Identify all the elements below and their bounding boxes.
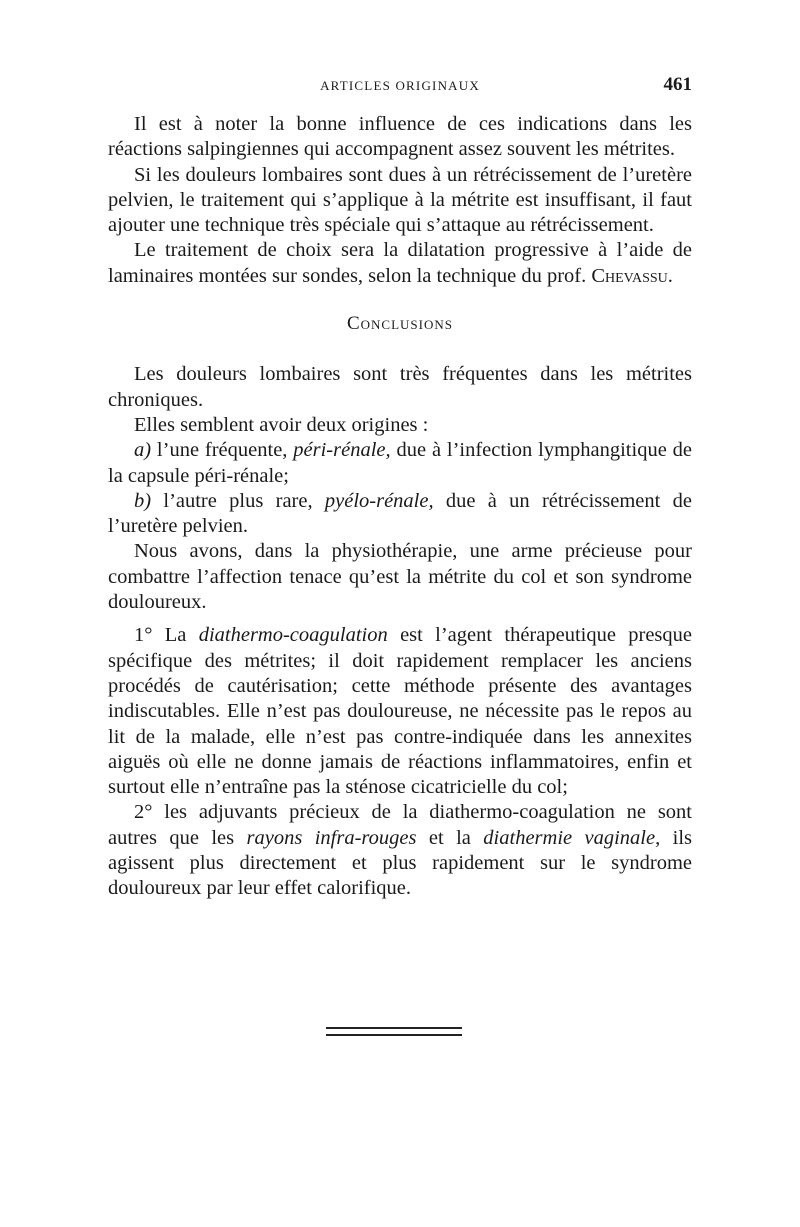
article-body [108, 112, 692, 902]
page-header [108, 76, 692, 100]
running-head: ARTICLES ORIGINAUX [320, 78, 480, 93]
page-number: 461 [663, 74, 692, 95]
emphasis: rayons infra-rouges [246, 826, 417, 849]
list-item [108, 489, 692, 540]
paragraph-text: Le traitement de choix sera la dilatation progressive à l’aide de laminaires montées sur sondes, selon la technique du prof. [108, 239, 692, 287]
paragraph: Il est à noter la bonne influence de ces indications dans les réactions salpingiennes qui accompagnent assez souvent les métrites. [108, 113, 692, 161]
paragraph-text: l’une fréquente, [151, 439, 294, 462]
list-item [108, 438, 692, 489]
emphasis: pyélo-rénale, [324, 489, 434, 512]
emphasis: diathermie vaginale, [483, 826, 661, 849]
paragraph-text: et la [416, 826, 484, 849]
paragraph-text: l’autre plus rare, [151, 489, 325, 512]
item-number: 1° [134, 624, 165, 647]
paragraph-text: due à un rétrécissement de l’uretère pelvien. [108, 489, 692, 538]
list-label: b) [134, 489, 152, 512]
emphasis: péri-rénale, [293, 439, 391, 462]
paragraph: Si les douleurs lombaires sont dues à un rétrécissement de l’uretère pelvien, le traitement qui s’applique à la métrite est insuffisant, il faut ajouter une technique très spéciale qui s’attaque au rétrécissement. [108, 163, 692, 237]
paragraph-text: La [164, 624, 199, 647]
paragraph: Nous avons, dans la physiothérapie, une arme précieuse pour combattre l’affection tenace qu’est la métrite du col et son syndrome douloureux. [108, 540, 692, 614]
paragraph-text: les adjuvants précieux de la diathermo-coagulation ne sont autres que les [108, 801, 692, 849]
numbered-item [108, 623, 692, 800]
paragraph: Les douleurs lombaires sont très fréquentes dans les métrites chroniques. [108, 363, 692, 411]
section-heading: Conclusions [346, 313, 453, 335]
list-label: a) [134, 439, 152, 462]
paragraph-text: est l’agent thérapeutique presque spécifique des métrites; il doit rapidement remplacer les anciens procédés de cautérisation; cette méthode présente des avantages indiscutables. Elle n’est pas douloureuse, ne nécessite pas le repos au lit de la malade, elle n’est pas contre-indiquée dans les annexites aiguës où elle ne donne jamais de réactions inflammatoires, enfin et surtout elle n’entraîne pas la sténose cicatricielle du col; [108, 624, 692, 799]
paragraph-text: ils agissent plus directement et plus rapidement sur le syndrome douloureux par leur effet calorifique. [108, 826, 693, 900]
paragraph [108, 238, 692, 289]
numbered-item [108, 800, 692, 901]
emphasis: diathermo-coagulation [198, 624, 388, 647]
end-rule [326, 1027, 462, 1036]
paragraph: Elles semblent avoir deux origines : [134, 413, 429, 436]
paragraph-text: due à l’infection lymphangitique de la capsule péri-rénale; [108, 439, 692, 487]
item-number: 2° [134, 801, 165, 824]
author-name: Chevassu. [591, 264, 673, 287]
